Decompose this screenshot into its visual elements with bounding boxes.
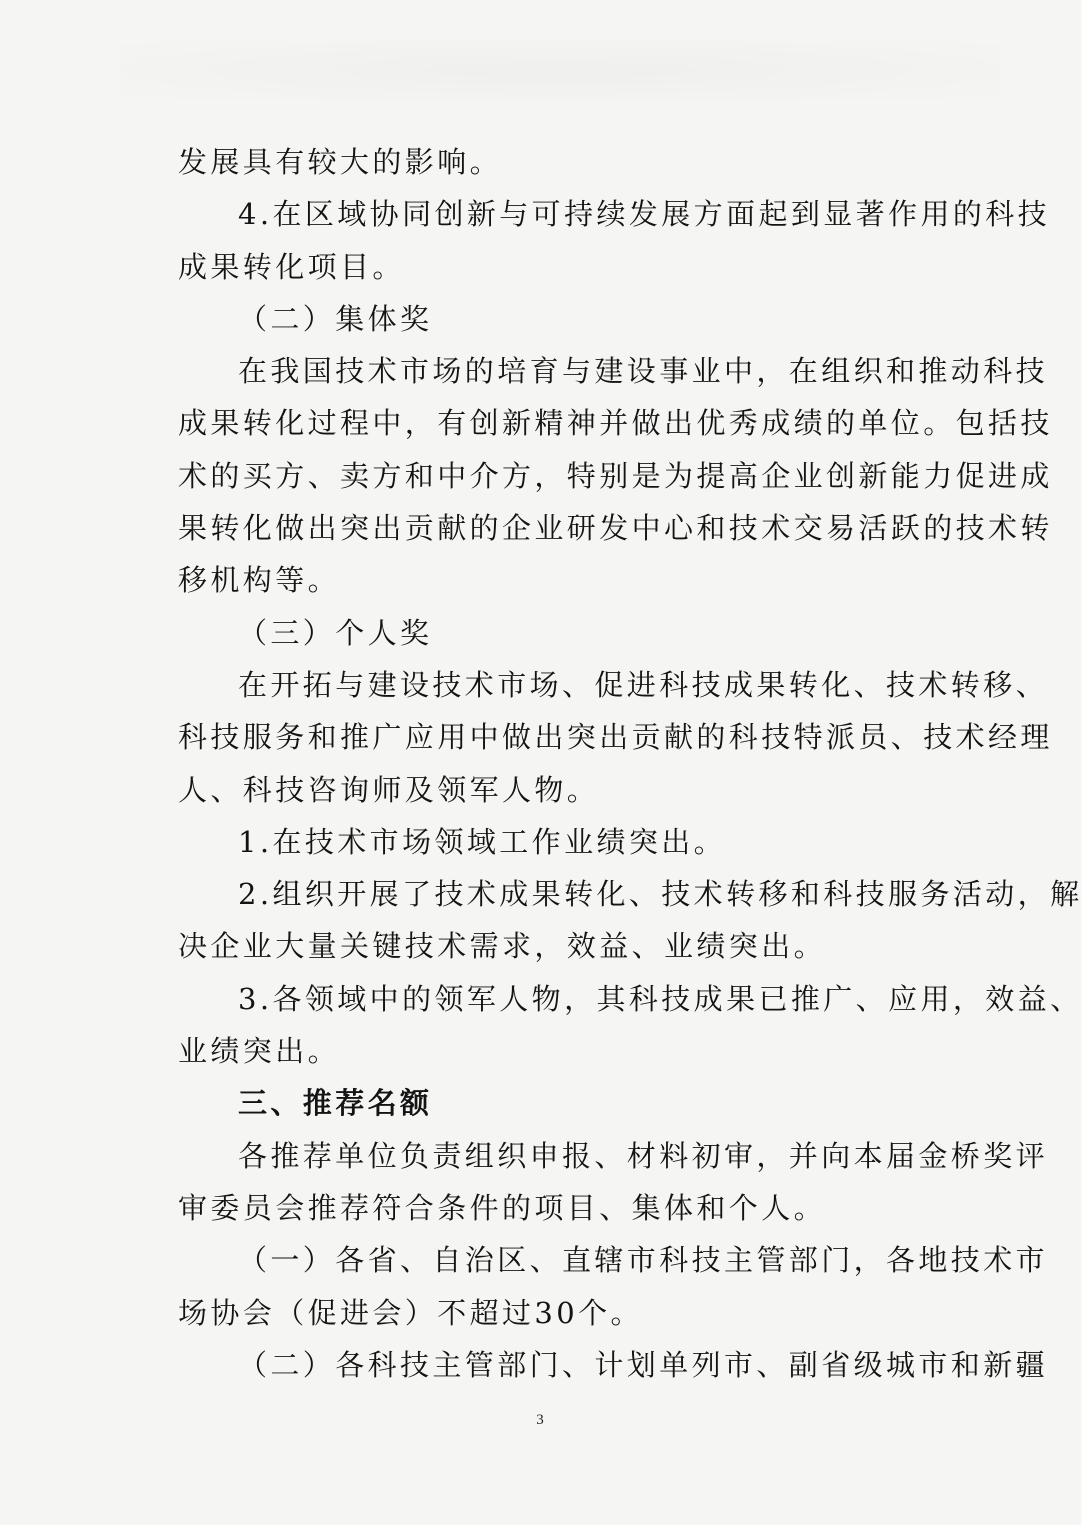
- scan-shadow: [120, 40, 1000, 100]
- section-heading-individual-award: （三）个人奖: [238, 615, 433, 650]
- list-item-1: 1.在技术市场领域工作业绩突出。: [238, 824, 727, 859]
- body-line: 人、科技咨询师及领军人物。: [178, 772, 600, 807]
- body-line: 发展具有较大的影响。: [178, 145, 503, 179]
- document-body: [178, 136, 1082, 1391]
- section-heading-recommendation-quota: 三、推荐名额: [238, 1086, 433, 1121]
- body-line: 场协会（促进会）不超过30个。: [178, 1295, 643, 1330]
- quota-item-2: （二）各科技主管部门、计划单列市、副省级城市和新疆: [238, 1347, 1049, 1382]
- quota-item-1: （一）各省、自治区、直辖市科技主管部门，各地技术市: [238, 1243, 1049, 1278]
- list-item-4: 4.在区域协同创新与可持续发展方面起到显著作用的科技: [238, 197, 1051, 232]
- body-line: 成果转化项目。: [178, 249, 405, 284]
- section-heading-collective-award: （二）集体奖: [238, 301, 433, 336]
- paragraph-recommendation: 各推荐单位负责组织申报、材料初审，并向本届金桥奖评: [238, 1138, 1049, 1173]
- body-line: 果转化做出突出贡献的企业研发中心和技术交易活跃的技术转: [178, 511, 1053, 546]
- body-line: 移机构等。: [178, 563, 341, 598]
- body-line: 业绩突出。: [178, 1034, 341, 1069]
- paragraph-collective-award: 在我国技术市场的培育与建设事业中，在组织和推动科技: [238, 354, 1049, 389]
- body-line: 审委员会推荐符合条件的项目、集体和个人。: [178, 1190, 827, 1225]
- body-line: 科技服务和推广应用中做出突出贡献的科技特派员、技术经理: [178, 720, 1053, 755]
- body-line: 术的买方、卖方和中介方，特别是为提高企业创新能力促进成: [178, 458, 1053, 493]
- body-line: 决企业大量关键技术需求，效益、业绩突出。: [178, 929, 827, 964]
- paragraph-individual-award: 在开拓与建设技术市场、促进科技成果转化、技术转移、: [238, 667, 1049, 702]
- page-number: 3: [536, 1412, 544, 1428]
- body-line: 成果转化过程中，有创新精神并做出优秀成绩的单位。包括技: [178, 406, 1053, 441]
- list-item-3: 3.各领域中的领军人物，其科技成果已推广、应用，效益、: [238, 981, 1082, 1016]
- list-item-2: 2.组织开展了技术成果转化、技术转移和科技服务活动，解: [238, 877, 1082, 912]
